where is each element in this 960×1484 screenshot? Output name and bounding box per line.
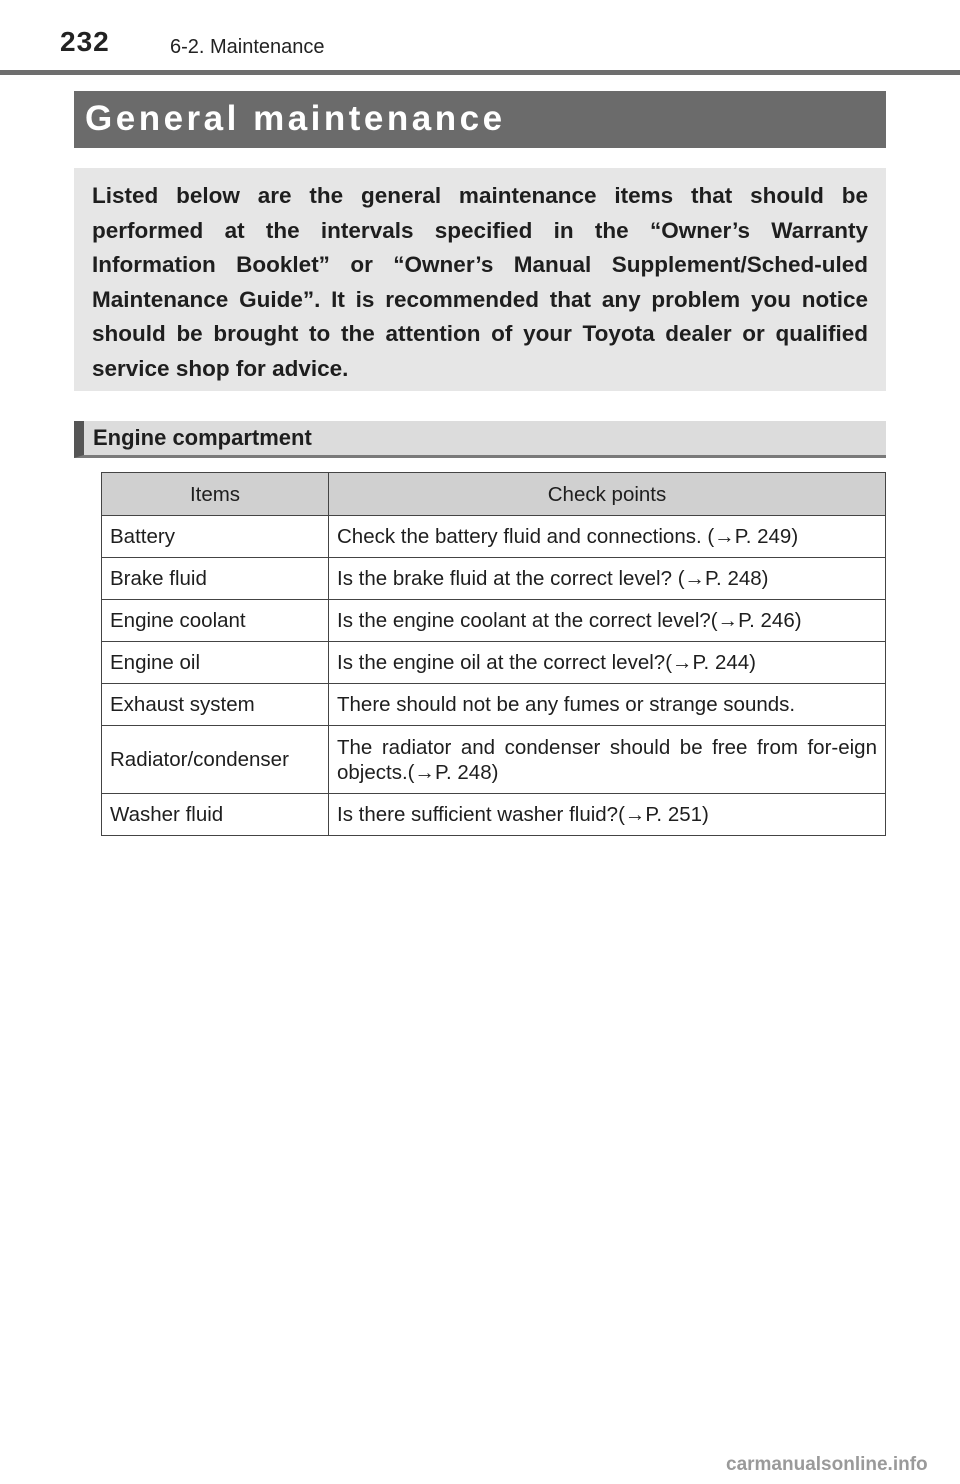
table-row xyxy=(102,600,886,642)
header-divider xyxy=(0,70,960,75)
check-cell: Is the brake fluid at the correct level? (→P. 248) xyxy=(329,558,886,600)
item-cell: Radiator/condenser xyxy=(102,726,329,794)
item-cell: Exhaust system xyxy=(102,684,329,726)
column-header-items: Items xyxy=(102,473,329,516)
table-row xyxy=(102,516,886,558)
intro-text: Listed below are the general maintenance items that should be performed at the intervals specified in the “Owner’s Warranty Information Booklet” or “Owner’s Manual Supplement/Sched-uled Maintenance Guide”. It is recommended that any problem you notice should be brought to the attention of your Toyota dealer or qualified service shop for advice. xyxy=(92,183,868,381)
maintenance-table xyxy=(101,472,886,836)
table-row xyxy=(102,684,886,726)
item-cell: Brake fluid xyxy=(102,558,329,600)
check-cell: Check the battery fluid and connections. (→P. 249) xyxy=(329,516,886,558)
item-cell: Battery xyxy=(102,516,329,558)
item-cell: Engine oil xyxy=(102,642,329,684)
item-cell: Washer fluid xyxy=(102,794,329,836)
page-number: 232 xyxy=(60,26,110,57)
table-row xyxy=(102,558,886,600)
section-breadcrumb: 6-2. Maintenance xyxy=(170,36,325,58)
table-row xyxy=(102,642,886,684)
table-row xyxy=(102,726,886,794)
column-header-check-points: Check points xyxy=(329,473,886,516)
intro-box xyxy=(74,168,886,391)
table-row xyxy=(102,794,886,836)
table-header-row xyxy=(102,473,886,516)
check-cell: Is the engine coolant at the correct level?(→P. 246) xyxy=(329,600,886,642)
page-title: General maintenance xyxy=(85,99,506,138)
check-cell: Is the engine oil at the correct level?(→P. 244) xyxy=(329,642,886,684)
check-cell: Is there sufficient washer fluid?(→P. 251) xyxy=(329,794,886,836)
check-cell: The radiator and condenser should be free from for-eign objects.(→P. 248) xyxy=(329,726,886,794)
section-heading xyxy=(74,421,886,458)
page-header xyxy=(0,0,960,76)
item-cell: Engine coolant xyxy=(102,600,329,642)
watermark: carmanualsonline.info xyxy=(726,1454,928,1475)
check-cell: There should not be any fumes or strange sounds. xyxy=(329,684,886,726)
section-heading-text: Engine compartment xyxy=(93,425,312,450)
